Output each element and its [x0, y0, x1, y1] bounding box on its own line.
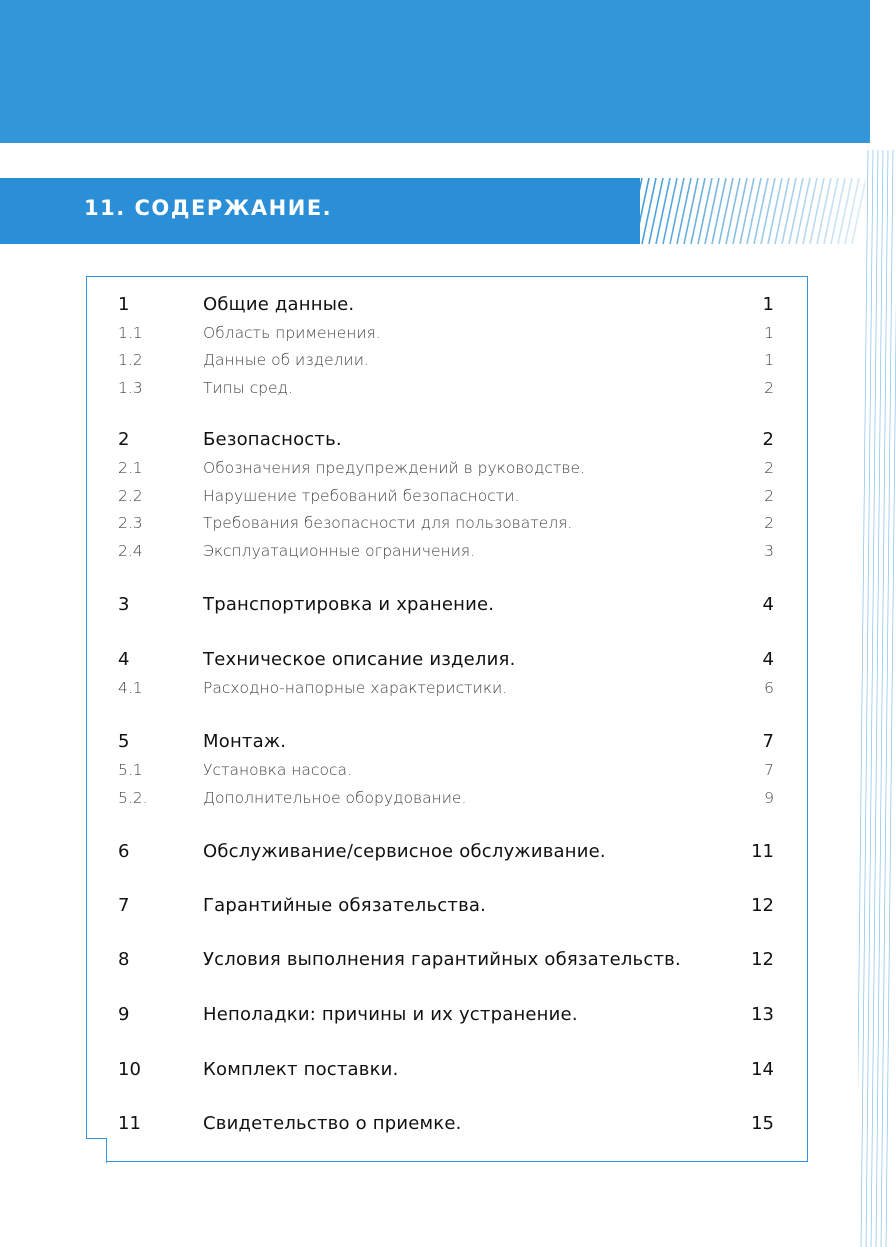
- toc-row[interactable]: [118, 839, 774, 865]
- toc-title: Установка насоса.: [203, 761, 352, 779]
- toc-number: 2.3: [118, 514, 143, 532]
- toc-row[interactable]: [118, 538, 774, 564]
- stripe-line: [649, 178, 663, 244]
- toc-page: 1: [764, 351, 774, 369]
- toc-title: Обозначения предупреждений в руководстве.: [203, 459, 585, 477]
- stripe-line: [831, 178, 845, 244]
- toc-frame: [86, 276, 808, 1162]
- stripe-line: [670, 178, 684, 244]
- toc-title: Неполадки: причины и их устранение.: [203, 1004, 578, 1025]
- toc-row[interactable]: [118, 427, 774, 453]
- toc-page: 15: [751, 1113, 774, 1134]
- right-edge-hatch-decoration: [858, 150, 896, 1247]
- toc-row[interactable]: [118, 757, 774, 783]
- toc-number: 6: [118, 841, 130, 862]
- toc-number: 8: [118, 949, 130, 970]
- toc-row[interactable]: [118, 455, 774, 481]
- stripe-line: [824, 178, 838, 244]
- hatch-line: [861, 150, 873, 1247]
- stripe-line: [789, 178, 803, 244]
- toc-number: 10: [118, 1059, 141, 1080]
- stripe-line: [663, 178, 677, 244]
- toc-row[interactable]: [118, 947, 774, 973]
- stripe-line: [845, 178, 859, 244]
- stripe-line: [782, 178, 796, 244]
- toc-page: 4: [762, 594, 774, 615]
- toc-title: Обслуживание/сервисное обслуживание.: [203, 841, 606, 862]
- stripe-line: [712, 178, 726, 244]
- toc-page: 9: [764, 789, 774, 807]
- toc-number: 1.1: [118, 324, 143, 342]
- stripe-line: [810, 178, 824, 244]
- toc-title: Данные об изделии.: [203, 351, 369, 369]
- toc-page: 2: [764, 379, 774, 397]
- toc-row[interactable]: [118, 347, 774, 373]
- toc-page: 11: [751, 841, 774, 862]
- toc-row[interactable]: [118, 1057, 774, 1083]
- toc-row[interactable]: [118, 592, 774, 618]
- stripe-line: [621, 178, 635, 244]
- toc-page: 12: [751, 895, 774, 916]
- stripe-line: [838, 178, 852, 244]
- stripe-line: [761, 178, 775, 244]
- toc-number: 5.2.: [118, 789, 148, 807]
- toc-title: Техническое описание изделия.: [203, 649, 516, 670]
- toc-title: Общие данные.: [203, 294, 355, 315]
- toc-number: 1: [118, 294, 130, 315]
- toc-number: 5.1: [118, 761, 143, 779]
- toc-page: 3: [764, 542, 774, 560]
- toc-number: 4.1: [118, 679, 143, 697]
- toc-title: Монтаж.: [203, 731, 287, 752]
- header-stripes-decoration: [585, 178, 865, 244]
- stripe-line: [614, 178, 628, 244]
- toc-row[interactable]: [118, 483, 774, 509]
- stripe-line: [803, 178, 817, 244]
- toc-number: 2.4: [118, 542, 143, 560]
- toc-page: 7: [762, 731, 774, 752]
- toc-page: 4: [762, 649, 774, 670]
- toc-title: Гарантийные обязательства.: [203, 895, 487, 916]
- toc-row[interactable]: [118, 675, 774, 701]
- hatch-line: [866, 150, 878, 1247]
- toc-title: Расходно-напорные характеристики.: [203, 679, 508, 697]
- toc-number: 2: [118, 429, 130, 450]
- top-color-band: [0, 0, 870, 143]
- stripe-line: [593, 178, 607, 244]
- stripe-line: [635, 178, 649, 244]
- toc-row[interactable]: [118, 647, 774, 673]
- toc-row[interactable]: [118, 785, 774, 811]
- stripe-line: [600, 178, 614, 244]
- toc-row[interactable]: [118, 1002, 774, 1028]
- toc-title: Транспортировка и хранение.: [203, 594, 495, 615]
- toc-number: 2.1: [118, 459, 143, 477]
- toc-page: 1: [762, 294, 774, 315]
- stripe-line: [705, 178, 719, 244]
- toc-row[interactable]: [118, 893, 774, 919]
- toc-number: 9: [118, 1004, 130, 1025]
- toc-row[interactable]: [118, 375, 774, 401]
- toc-page: 7: [764, 761, 774, 779]
- stripe-line: [642, 178, 656, 244]
- toc-page: 2: [764, 459, 774, 477]
- stripe-line: [684, 178, 698, 244]
- toc-title: Свидетельство о приемке.: [203, 1113, 462, 1134]
- toc-title: Область применения.: [203, 324, 381, 342]
- toc-number: 4: [118, 649, 130, 670]
- page-title: 11. СОДЕРЖАНИЕ.: [84, 196, 333, 220]
- stripe-line: [740, 178, 754, 244]
- toc-title: Комплект поставки.: [203, 1059, 399, 1080]
- toc-row[interactable]: [118, 320, 774, 346]
- stripe-line: [754, 178, 768, 244]
- toc-number: 5: [118, 731, 130, 752]
- toc-page: 14: [751, 1059, 774, 1080]
- toc-row[interactable]: [118, 292, 774, 318]
- toc-page: 13: [751, 1004, 774, 1025]
- stripe-line: [817, 178, 831, 244]
- stripe-line: [775, 178, 789, 244]
- toc-page: 2: [764, 487, 774, 505]
- stripe-line: [691, 178, 705, 244]
- toc-title: Нарушение требований безопасности.: [203, 487, 520, 505]
- toc-number: 1.3: [118, 379, 143, 397]
- toc-title: Дополнительное оборудование.: [203, 789, 467, 807]
- toc-row[interactable]: [118, 510, 774, 536]
- stripe-line: [628, 178, 642, 244]
- toc-number: 11: [118, 1113, 141, 1134]
- toc-title: Эксплуатационные ограничения.: [203, 542, 476, 560]
- toc-title: Типы сред.: [203, 379, 293, 397]
- toc-page: 2: [762, 429, 774, 450]
- toc-page: 6: [764, 679, 774, 697]
- toc-number: 3: [118, 594, 130, 615]
- stripe-line: [698, 178, 712, 244]
- toc-number: 1.2: [118, 351, 143, 369]
- toc-title: Требования безопасности для пользователя.: [203, 514, 573, 532]
- toc-page: 1: [764, 324, 774, 342]
- toc-page: 12: [751, 949, 774, 970]
- toc-row[interactable]: [118, 729, 774, 755]
- stripe-line: [796, 178, 810, 244]
- toc-page: 2: [764, 514, 774, 532]
- stripe-line: [768, 178, 782, 244]
- toc-title: Условия выполнения гарантийных обязательств.: [203, 949, 681, 970]
- stripe-line: [677, 178, 691, 244]
- stripe-line: [607, 178, 621, 244]
- toc-number: 7: [118, 895, 130, 916]
- stripe-line: [726, 178, 740, 244]
- toc-frame-corner: [86, 1138, 107, 1163]
- hatch-line: [876, 150, 888, 1247]
- toc-number: 2.2: [118, 487, 143, 505]
- stripe-line: [656, 178, 670, 244]
- stripe-line: [733, 178, 747, 244]
- toc-row[interactable]: [118, 1111, 774, 1137]
- hatch-line: [881, 150, 893, 1247]
- toc-title: Безопасность.: [203, 429, 342, 450]
- hatch-line: [871, 150, 883, 1247]
- stripe-line: [719, 178, 733, 244]
- stripe-line: [747, 178, 761, 244]
